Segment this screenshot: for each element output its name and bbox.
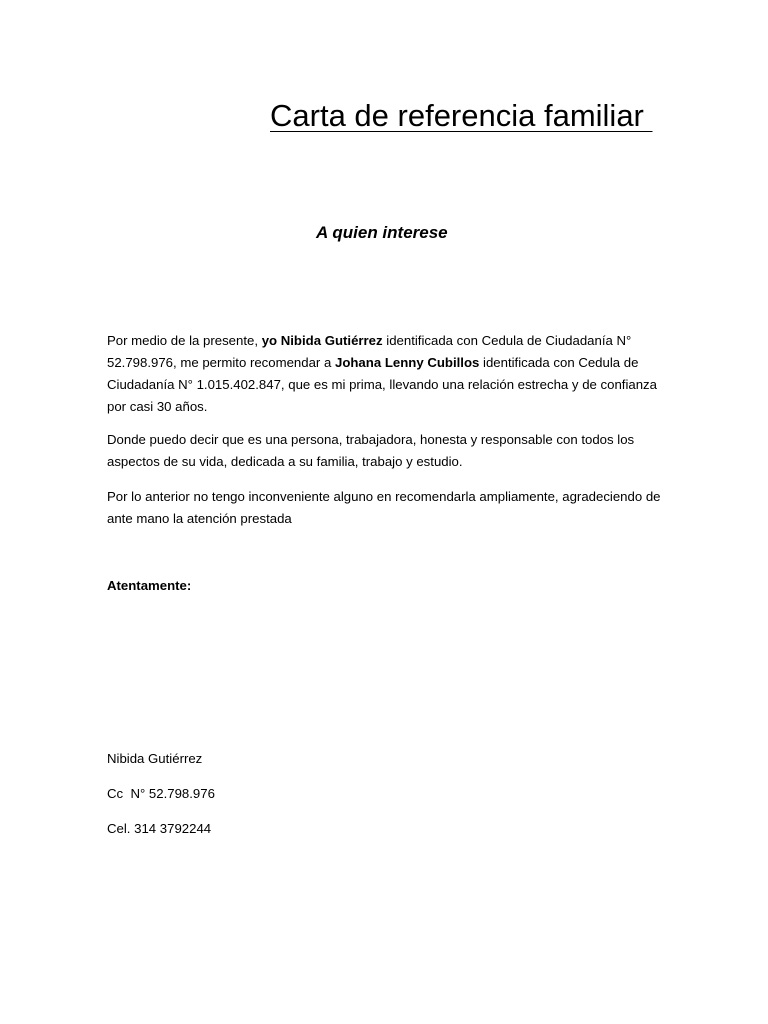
author-name-bold: yo Nibida Gutiérrez (261, 333, 383, 348)
paragraph-middle-1: identificada con Cedula de Ciudadanía N° 52.798.976, me permito recomendar a (107, 333, 632, 370)
paragraph-intro: Por medio de la presente, (107, 333, 262, 348)
signature-name: Nibida Gutiérrez (107, 751, 203, 766)
document-title: Carta de referencia familiar (270, 98, 653, 133)
paragraph-middle-2: identificada con Cedula de Ciudadanía N° 1.015.402.847, que es mi prima, llevando una relación estrecha y de confianza por casi 30 años. (107, 355, 657, 414)
paragraph-recommendation (107, 330, 667, 418)
referee-name-bold: Johana Lenny Cubillos (334, 355, 480, 370)
paragraph-closing-remarks: Por lo anterior no tengo inconveniente alguno en recomendarla ampliamente, agradeciendo de ante mano la atención prestada (107, 489, 661, 526)
closing-salutation: Atentamente: (107, 578, 192, 593)
signature-id: Cc N° 52.798.976 (107, 786, 215, 801)
greeting: A quien interese (316, 223, 448, 242)
signature-phone: Cel. 314 3792244 (107, 821, 212, 836)
paragraph-qualities: Donde puedo decir que es una persona, trabajadora, honesta y responsable con todos los aspectos de su vida, dedicada a su familia, trabajo y estudio. (107, 432, 635, 469)
